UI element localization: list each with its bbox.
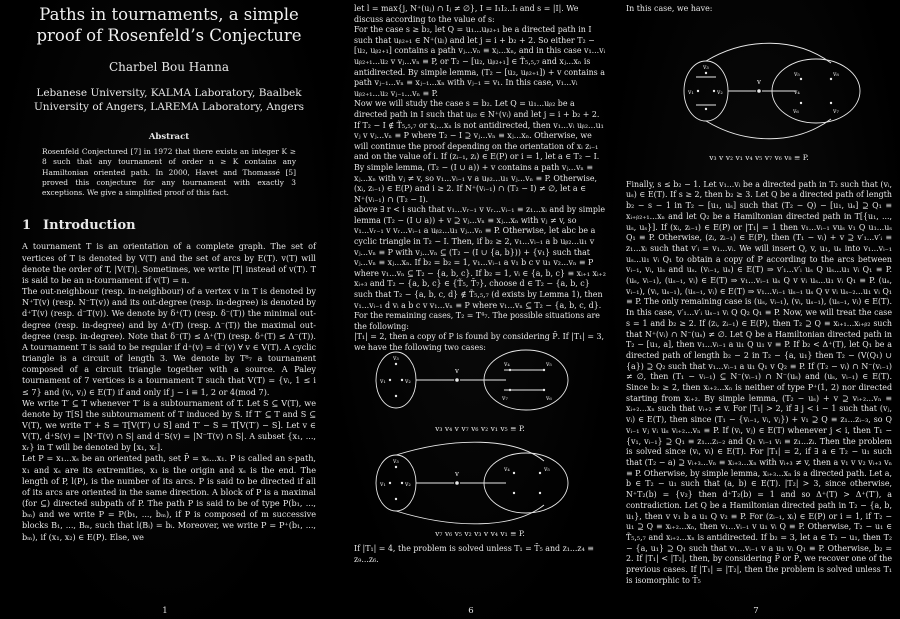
abstract-text: Rosenfeld Conjectured [7] in 1972 that there exists an integer K ≥ 8 such that any tournament of order n ≥ K contains any Hamiltonian oriented path. In 2000, Havet and Thomassé [5] proved this conjecture for any tournament with exactly 3 exceptions. We give a simplified proof of this fact.: [42, 147, 296, 198]
section-number: 1: [22, 218, 32, 234]
figure-2: [354, 439, 606, 527]
svg-text:v₄: v₄: [794, 88, 800, 96]
section-title: Introduction: [43, 218, 136, 234]
page-6-text: let l = max{j, N⁺(uⱼ) ∩ Iⱼ ≠ ∅}, I = I₁I₂..Iₜ and s = |I|. We discuss according to the value of s: For the case s ≥ b₂, let Q = u₁...uᵦ₂₊₁ be a directed path in I such that uᵦ₂₊₁ ∈ N⁺(uₗ) and let j = i + b₂ + 2. So either T₂ − [u₂, uᵦ₂₊₁] contains a path vⱼ...vₙ ≡ xⱼ...xₙ, and in this case v₁...vᵢ uᵦ₂₊₁...u₂ v vⱼ...vₙ ≡ P, or T₂ − [u₂, uᵦ₂₊₁] ∈ T̃₅,₅,₇ and xⱼ...xₙ is antidirected. By simple lemma, (T₂ − [u₂, uᵦ₂₊₁]) + v contains a path vⱼ₋₁...vₙ ≡ xⱼ₋₁...xₙ with vⱼ₋₁ = v₁. In this case, v₁...vᵢ uᵦ₂₊₁...u₂ vⱼ₋₁...vₙ ≡ P. Now we will study the case s = b₂. Let Q = u₁...uᵦ₂ be a directed path in I such that uᵦ₂ ∈ N⁺(vᵢ) and let j = i + b₂ + 2. If T₂ − I ∉ T̃₅,₅,₇ or xⱼ...xₙ is not antidirected, then v₁...vᵢ uᵦ₂...u₁ vⱼ v vⱼ...vₙ ≡ P where T₂ − I ⊇ vⱼ...vₙ ≡ xⱼ...xₙ. Otherwise, we will continue the proof depending on the orientation of xᵢ zᵢ₋₁ and on the value of i. If (zᵢ₋₁, zᵢ) ∈ E(P) or i = 1, let a ∈ T₂ − I. By simple lemma, (T₂ − (I ∪ a)) + v contains a path vⱼ...vₙ ≡ xⱼ...xₙ with vⱼ ≠ v, so v₁...vᵢ₋₁ v a uᵦ₂...u₁ vⱼ...vₙ ≡ P. Otherwise, (xᵢ, zᵢ₋₁) ∈ E(P) and i ≥ 2. If N⁺(vᵢ₋₁) ∩ (T₂ − I) ≠ ∅, let a ∈ N⁺(vᵢ₋₁) ∩ (T₂ − I). above ∃ r < i such that v₁...vᵣ₋₁ v vᵣ...vᵢ₋₁ ≡ z₁...xᵢ and by simple lemma (T₂ − (I ∪ a)) + v ⊇ vⱼ...vₙ ≡ xⱼ...xₙ with vⱼ ≠ v, so v₁...vᵣ₋₁ v vᵣ...vᵢ₋₁ a uᵦ₂...u₁ vⱼ...vₙ ≡ P. Otherwise, let abc be a cyclic triangle in T₂ − I. Then, if b₂ ≥ 2, v₁...vᵢ₋₁ a b uᵦ₂...u₁ v vⱼ...vₙ ≡ P with vⱼ...vₙ ⊆ (T₂ − (I ∪ {a, b})) + {v₁} such that vⱼ...vₙ ≡ xⱼ...xₙ. If b₂ = b₂ = 1, v₁...vᵢ₋₁ a v₁ b c v u₁ v₂...vₙ ≡ P where v₁...vₙ ⊆ T₂ − {a, b, c}. If b₂ = 1, vᵢ ∈ {a, b, c} ≡ xᵢ₊₁ xᵢ₊₂ xᵢ₊₃ and T₂ − {a, b, c} ∈ {T̃₅, T̄₇}, choose d ∈ T₂ − {a, b, c} such that T₂ − {a, b, c, d} ∉ T̃₅,₅,₇ (d exists by Lemma 1), then v₁...vᵢ₋₁ d vᵢ a b c v v₁...vₙ ≡ P where v₁...vₙ ⊆ T₂ − {a, b, c, d}. For the remaining cases, T₂ = T⁴₇. The possible situations are the following: |T₁| = 2, then a copy of P is found by considering P̄. If |T₁| = 3, we have the following two cases:: [354, 4, 606, 352]
svg-text:v₃: v₃: [393, 458, 399, 465]
author-name: Charbel Bou Hanna: [108, 60, 230, 74]
introduction-text: A tournament T is an orientation of a complete graph. The set of vertices of T is denoted by V(T) and the set of arcs by E(T). v(T) will denote the order of T, |V(T)|. Sometimes, we write |T| instead of v(T). T is said to be an n-tournament if v(T) = n. The out-neighbour (resp. in-neighbour) of a vertex v in T is denoted by N⁺T(v) (resp. N⁻T(v)) and its out-degree (resp. in-degree) is denoted by d⁺T(v) (resp. d⁻T(v)). We denote by δ⁺(T) (resp. δ⁻(T)) the minimal out-degree (resp. in-degree) and by Δ⁺(T) (resp. Δ⁻(T)) the maximal out-degree (resp. in-degree). Note that δ⁻(T) ≤ Δ⁺(T) (resp. δ⁺(T) ≤ Δ⁻(T)). A tournament T is said to be regular if d⁺(v) = d⁻(v) ∀ v ∈ V(T). A cyclic triangle is a circuit of length 3. We denote by T⁸₇ a tournament composed of a circuit triangle together with a source. A Paley tournament of 7 vertices is a tournament T such that V(T) = {vᵢ, 1 ≤ i ≤ 7} and (vᵢ, vⱼ) ∈ E(T) if and only if j − i ≡ 1, 2 or 4(mod 7). We write T′ ⊆ T whenever T′ is a subtournament of T. Let S ⊆ V(T), we denote by T[S] the subtournament of T induced by S. If T′ ⊆ T and S ⊆ V(T), we write T′ + S = T[V(T′) ∪ S] and T′ − S = T[V(T′) − S]. Let v ∈ V(T), d⁺S(v) = |N⁺T(v) ∩ S| and d⁻S(v) = |N⁻T(v) ∩ S|. A subset {x₁, ..., xᵣ} in T will be denoted by [x₁, xᵣ]. Let P = x₁...xₛ be an oriented path, set P̄ = xₛ...x₁. P is called an s-path, x₁ and xₛ are its extremities, x₁ is the origin and xₛ is the end. The length of P, l(P), is the number of its arcs. P is said to be directed if all of its arcs are oriented in the same direction. A block of P is a maximal (for ⊆) directed subpath of P. The path P is said to be of type P(b₁, ..., bₘ) and we write P = P(b₁, ..., bₘ), if P is composed of m successive blocks B₁, ..., Bₘ, such that l(Bᵢ) = bᵢ. Moreover, we write P = P⁺(b₁, ..., bₘ), if (x₁, x₂) ∈ E(P). Else, we: [22, 241, 316, 542]
svg-text:v₁: v₁: [688, 88, 694, 96]
page-number: 6: [468, 606, 474, 616]
page-6: [330, 0, 612, 619]
page-number: 7: [753, 606, 759, 616]
figure-3-caption: v₃ v v₂ v₁ v₄ v₅ v₇ v₆ v₈ ≡ P.: [709, 152, 809, 162]
svg-text:v₃: v₃: [393, 355, 399, 362]
page-1: [0, 0, 330, 619]
svg-text:v₄: v₄: [504, 466, 510, 473]
svg-text:v₄: v₄: [504, 361, 510, 368]
svg-text:v₂: v₂: [405, 378, 411, 385]
svg-text:v₁: v₁: [380, 481, 386, 488]
section-heading: [22, 218, 316, 233]
svg-text:v: v: [757, 77, 761, 86]
svg-text:v₅: v₅: [544, 466, 550, 473]
abstract-heading: Abstract: [148, 132, 190, 142]
page-6-bottom-text: If |T₁| = 4, the problem is solved unless T₁ = T̄₅ and z₁...z₄ ≡ z₉...z₆.: [354, 544, 597, 564]
svg-text:v₁: v₁: [380, 378, 386, 385]
svg-text:v₇: v₇: [833, 107, 839, 115]
svg-text:v₇: v₇: [502, 395, 508, 402]
svg-text:v₅: v₅: [794, 70, 800, 78]
svg-text:v₅: v₅: [546, 361, 552, 368]
paper-title: Paths in tournaments, a simple proof of Rosenfeld’s Conjecture: [36, 5, 302, 45]
figure-1-caption: v₃ v₄ v v₇ v₆ v₂ v₁ v₅ ≡ P.: [435, 424, 525, 433]
affiliation-2: University of Angers, LAREMA Laboratory, Angers: [33, 101, 305, 113]
svg-text:v₈: v₈: [833, 70, 839, 78]
page-7-intro: In this case, we have:: [626, 4, 713, 13]
page-7: [612, 0, 900, 619]
svg-text:v₂: v₂: [405, 481, 411, 488]
affiliation-1: Lebanese University, KALMA Laboratory, Baalbek: [36, 87, 302, 99]
affiliations: [22, 86, 316, 114]
svg-text:v₃: v₃: [703, 63, 709, 71]
figure-3: [626, 33, 892, 151]
svg-text:v: v: [455, 470, 459, 478]
page-number: 1: [162, 606, 168, 616]
svg-text:v₆: v₆: [793, 107, 799, 115]
svg-text:v₆: v₆: [546, 395, 552, 402]
figure-2-caption: v₇ v₆ v₅ v₂ v₃ v v₄ v₁ ≡ P.: [435, 529, 525, 538]
svg-text:v₂: v₂: [717, 88, 723, 96]
page-7-body: Finally, s ≤ b₂ − 1. Let v₁...vᵢ be a directed path in T₂ such that (vᵢ, uₛ) ∈ E(T). If s ≥ 2, then b₂ ≥ 3. Let Q be a directed path of length b₂ − s − 1 in T₂ − [u₁, uₛ] such that (T₂ − Q) − [u₁, uₛ] ⊇ Q₁ ≡ xᵢ₊ᵦ₂₊₁...xₙ and let Q₂ be a Hamiltonian directed path in T[{u₁, ..., uₛ, uₛ}]. If (xᵢ, zᵢ₋₁) ∈ E(P) or |T₁| = 1 then v₁...vᵢ₋₁ vuₛ v₁ Q u₁...uₛ Q₁ ≡ P. Otherwise, (zᵢ, zᵢ₋₁) ∈ E(P), then (T₁ − vᵢ) + v ⊇ v′₁...v′ᵢ ≡ z₁...xᵢ such that v′ᵢ = v₁...vᵢ. We will insert Q, v, u₁, uₛ into v₁...vᵢ₋₁ uₛ...u₁ vᵢ Q₁ to obtain a copy of P according to the arcs between vᵢ₋₁, vᵢ, uₛ and uₛ. (vᵢ₋₁, uₛ) ∈ E(T) ⇒ v′₁...v′ᵢ uₛ Q uₛ...u₁ vᵢ Q₁ ≡ P. (uₛ, vᵢ₋₁), (uₛ₋₁, vᵢ) ∈ E(T) ⇒ v₁...vᵢ₋₁ uₛ Q v vᵢ uₛ...u₁ vᵢ Q₁ ≡ P. (uₛ, vᵢ₋₁), (vᵢ, uₛ₋₁), (uₛ₋₁, vᵢ) ∈ E(T) ⇒ v₁...vᵢ₋₁ uₛ₋₁ uₛ Q v vᵢ uₛ₋₂...u₁ vᵢ Q₁ ≡ P. The only remaining case is (uₛ, vᵢ₋₁), (vᵢ, uₛ₋₁), (uₛ₋₁, vᵢ) ∈ E(T). In this case, v′₁...v′ᵢ uₛ₋₁ vᵢ Q Q₂ Q₁ ≡ P. Now, we will treat the case s = 1 and b₂ ≥ 2. If (zᵢ, zᵢ₋₁) ∈ E(P), then T₂ ⊇ Q ≡ xᵢ₊₁...xᵢ₊ᵦ₂ such that N⁺(vᵢ) ∩ N⁻(uₛ) ≠ ∅. Let Q be a Hamiltonian directed path in T₂ − [u₁, a], then v₁...vᵢ₋₁ a u₁ Q u₁ v ≡ P. If b₂ < Δ⁺(T), let Q₁ be a directed path of length b₂ − 2 in T₂ − {a, u₁} then T₂ − (V(Q₁) ∪ {a}) ⊇ Q₂ such that v₁...vᵢ₋₁ a u₁ Q₁ v Q₂ ≡ P. If (T₂ − vᵢ) ∩ N⁻(vᵢ₋₁) ≠ ∅, then (T₁ − vᵢ₋₁) ⊆ N⁻(vᵢ₋₁) ∩ N⁻(uₛ) and (uₛ, vᵢ₋₁) ∈ E(T). Since b₂ ≥ 2, then xᵢ₊₂...xₙ is neither of type P⁺(1, 2) nor directed starting from xᵢ₊₂. By simple lemma, (T₂ − uₛ) + v ⊇ vᵢ₊₂...vₙ ≡ xᵢ₊₂...xₙ such that vᵢ₊₂ ≠ v. For |T₁| > 2, if ∃ j < i − 1 such that (vⱼ, vᵢ) ∈ E(T), then since (T₁ − {vᵢ₋₁, vᵢ, vⱼ}) + v₁ ⊇ Q ≡ z₁...zᵢ₋₃, so Q vᵢ₋₁ vⱼ vᵢ uₛ vᵢ₊₂...vₙ ≡ P. If (vᵢ, vⱼ) ∈ E(T) whenever j < i, then T₁ − {v₁, vᵢ₋₁} ⊇ Q₁ ≡ z₁...zᵢ₋₂ and Q₁ vᵢ₋₁ vᵢ ≡ z₁...zᵢ. Then the problem is solved since (vᵢ, vᵢ) ∈ E(T). For |T₁| = 2, if ∃ a ∈ T₂ − u₁ such that (T₂ − a) ⊇ vᵢ₊₃...vₙ ≡ xᵢ₊₃...xₙ with vᵢ₊₃ ≠ v, then a v₁ v v₂ vᵢ₊₃ vₙ ≡ P. Otherwise, by simple lemma, xᵢ₊₃...xₙ is a directed path. Let a, b ∈ T₂ − u₁ such that (a, b) ∈ E(T). |T₂| > 3, since otherwise, N⁺T₂(b) = {v₂} then d⁺T₂(b) = 1 and so Δ⁺(T) > Δ⁺(T′), a contradiction. Let Q be a Hamiltonian directed path in T₂ − {a, b, u₁}, then v v₁ b a u₁ Q v₂ ≡ P. For (zᵢ₋₁, xᵢ) ∈ E(P) or i = 1, if T₂ − u₁ ⊇ Q ≡ xᵢ₊₂...xₙ, then v₁...vᵢ₋₁ v u₁ vᵢ Q ≡ P. Otherwise, T₂ − u₁ ∈ T̃₅,₅,₇ and xᵢ₊₂...xₙ is antidirected. If b₂ = 3, let a ∈ T₂ − u₁, then T₂ − {a, u₁} ⊇ Q₁ such that v₁...vᵢ₋₁ v a u₁ vᵢ Q₁ ≡ P. Otherwise, b₂ = 2. If |T₁| < |T₂|, then, by considering P̄ or P̄, we recover one of the previous cases. If |T₁| = |T₂|, then the problem is solved unless T₁ is isomorphic to T̄₅: [626, 179, 895, 585]
svg-text:v: v: [455, 367, 459, 375]
